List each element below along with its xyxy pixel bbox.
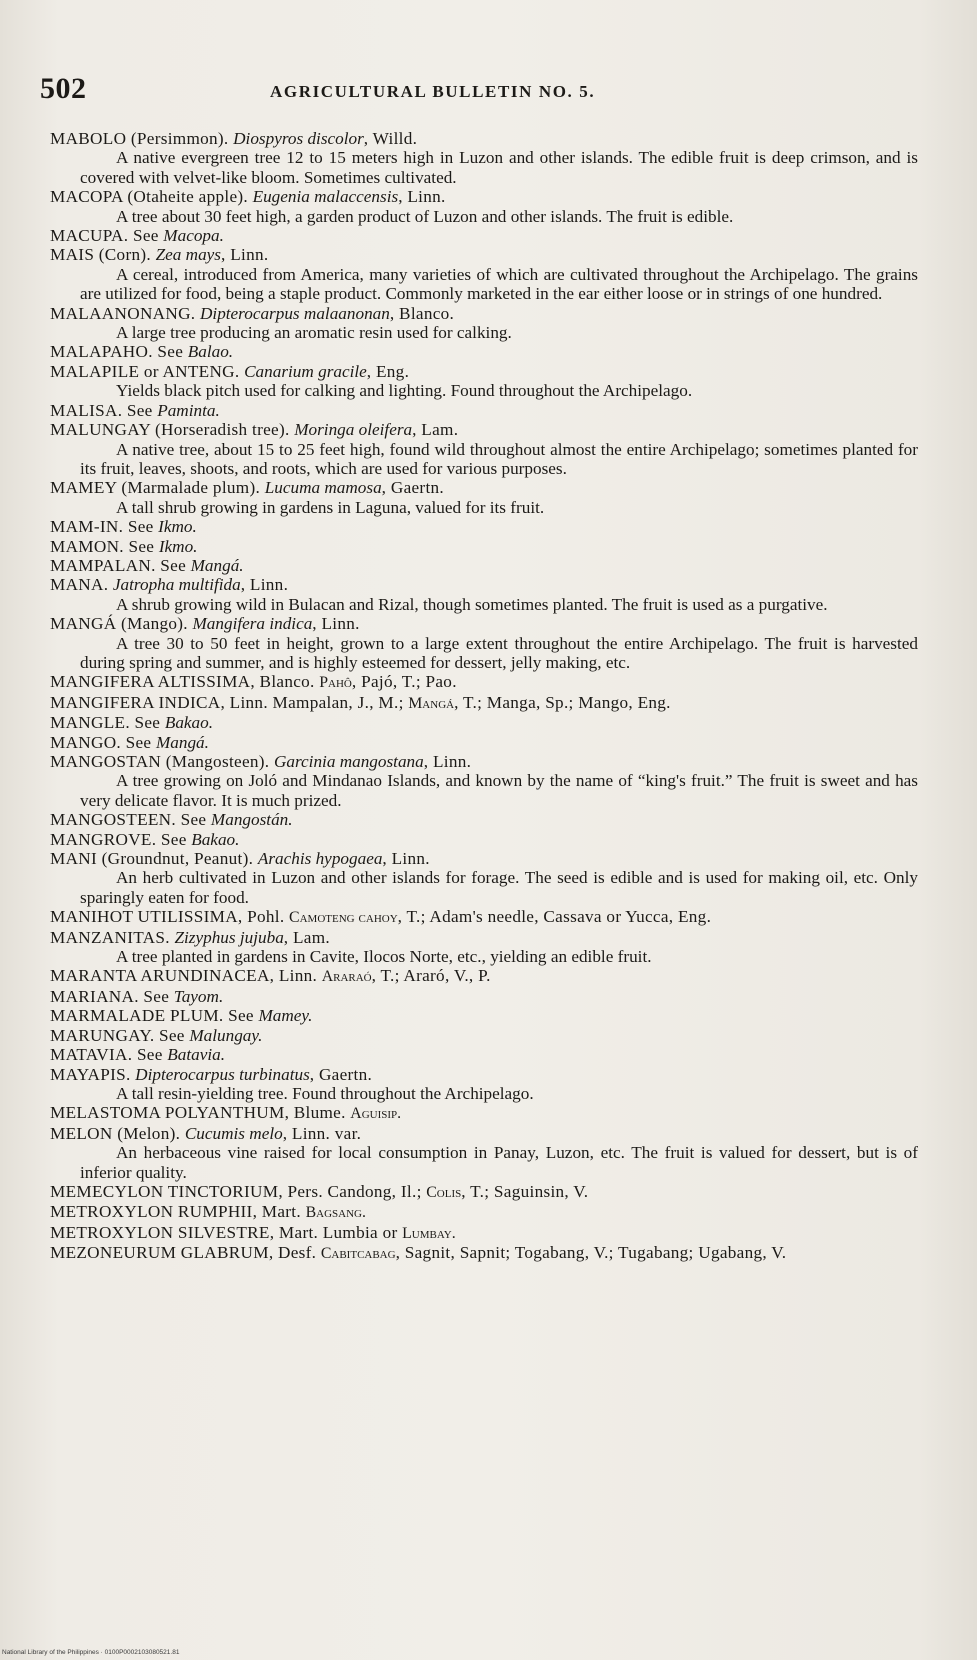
entry-text: , T.; Manga, Sp.; Mango, Eng.	[454, 692, 671, 712]
entry-text: MANGROVE. See	[50, 829, 192, 849]
entry-heading	[50, 1202, 918, 1222]
local-name: Lumbay.	[402, 1224, 456, 1242]
scientific-name: Zea mays	[155, 245, 221, 265]
entry-heading	[50, 1182, 918, 1202]
entry-heading	[50, 830, 918, 849]
glossary-entry	[50, 672, 918, 692]
scientific-name: Paminta.	[157, 400, 220, 420]
scientific-name: Garcinia mangostana	[273, 752, 424, 771]
entry-text: MARANTA ARUNDINACEA, Linn.	[50, 966, 322, 986]
entry-text: MALAPAHO. See	[50, 342, 188, 362]
scientific-name: Bakao.	[191, 829, 240, 849]
entry-text: MANGOSTAN (Mangosteen).	[50, 752, 274, 771]
glossary-entry	[50, 849, 918, 907]
glossary-entry	[50, 966, 918, 986]
entry-text: , Willd.	[363, 129, 418, 148]
entry-text: MANGO. See	[50, 732, 156, 752]
entry-description: A tree 30 to 50 feet in height, grown to a large extent throughout the entire Archipelago. The fruit is harvested during spring and summer, and is highly esteemed for dessert, jelly making, etc.	[80, 633, 918, 672]
entry-description: A shrub growing wild in Bulacan and Rizal, though sometimes planted. The fruit is used as a purgative.	[116, 594, 828, 614]
entry-heading	[50, 401, 918, 420]
entry-description: A tree growing on Joló and Mindanao Islands, and known by the name of “king's fruit.” The fruit is sweet and has very delicate flavor. It is much prized.	[80, 771, 918, 810]
entry-description: An herbaceous vine raised for local consumption in Panay, Luzon, etc. The fruit is valued for dessert, but is of inferior quality.	[80, 1143, 918, 1182]
page-number: 502	[40, 72, 87, 105]
glossary-entry	[50, 304, 918, 343]
entry-heading	[50, 987, 918, 1006]
entry-heading	[50, 1065, 918, 1084]
scientific-name: Mamey.	[258, 1006, 313, 1026]
library-footer: National Library of the Philippines · 0100P0002103080521.81	[2, 1649, 180, 1656]
scientific-name: Dipterocarpus turbinatus	[135, 1064, 310, 1084]
entry-heading	[50, 752, 918, 771]
entry-description: A cereal, introduced from America, many varieties of which are cultivated throughout the Archipelago. The grains are utilized for food, being a staple product. Commonly marketed in the ear either loose or in strings of one hundred.	[80, 264, 918, 304]
entry-heading	[50, 849, 918, 868]
entry-text: , T.; Araró, V., P.	[371, 966, 491, 986]
entry-text: , Eng.	[366, 361, 410, 381]
entry-text: , Linn.	[398, 187, 446, 207]
glossary-entry	[50, 733, 918, 752]
entry-heading	[50, 517, 918, 536]
scientific-name: Moringa oleifera	[294, 420, 413, 440]
entry-heading	[50, 1045, 918, 1064]
scientific-name: Cucumis melo	[184, 1123, 283, 1143]
scientific-name: Batavia.	[167, 1045, 226, 1065]
local-name: Bagsang.	[305, 1204, 366, 1222]
entry-text: MALAANONANG.	[50, 303, 200, 323]
entry-text: MALAPILE or ANTENG.	[50, 361, 245, 381]
glossary-entry	[50, 1045, 918, 1064]
glossary-entry	[50, 928, 918, 967]
entry-text: MANIHOT UTILISSIMA, Pohl.	[50, 907, 290, 927]
local-name: Pahô	[319, 674, 352, 692]
entry-text: , Lam.	[283, 927, 330, 947]
entry-text: MACOPA (Otaheite apple).	[50, 187, 253, 207]
glossary-entry	[50, 693, 918, 713]
entry-heading	[50, 187, 918, 206]
scientific-name: Macopa.	[163, 226, 224, 246]
entry-text: , Linn. var.	[282, 1123, 362, 1143]
scientific-name: Lucuma mamosa	[264, 478, 382, 498]
glossary-entry	[50, 1182, 918, 1202]
entry-heading	[50, 1124, 918, 1143]
entry-heading	[50, 478, 918, 497]
entry-description: A tall shrub growing in gardens in Laguna, valued for its fruit.	[116, 497, 545, 517]
entry-text: MANZANITAS.	[50, 927, 175, 947]
scientific-name: Mangostán.	[210, 810, 293, 830]
local-name: Cabitcabag	[320, 1245, 396, 1263]
entry-text: , Linn.	[221, 245, 269, 265]
glossary-entry	[50, 1243, 918, 1263]
entry-text: , Sagnit, Sapnit; Togabang, V.; Tugabang; Ugabang, V.	[395, 1243, 787, 1263]
scientific-name: Ikmo.	[158, 517, 197, 537]
entry-text: MAYAPIS.	[50, 1064, 136, 1084]
entry-text: MEMECYLON TINCTORIUM, Pers. Candong, Il.;	[50, 1181, 427, 1201]
entry-heading	[50, 810, 918, 829]
entry-heading	[50, 1223, 918, 1243]
entry-text: MANGIFERA INDICA, Linn. Mampalan, J., M.;	[50, 692, 409, 712]
local-name: Colis	[426, 1183, 462, 1201]
glossary-entry	[50, 401, 918, 420]
entry-heading	[50, 614, 918, 633]
entry-description: Yields black pitch used for calking and lighting. Found throughout the Archipelago.	[116, 381, 693, 401]
entry-heading	[50, 693, 918, 713]
entry-description: A tree about 30 feet high, a garden product of Luzon and other islands. The fruit is edible.	[116, 206, 734, 226]
entry-text: MAMEY (Marmalade plum).	[50, 478, 265, 498]
scientific-name: Malungay.	[189, 1025, 263, 1045]
entry-heading	[50, 342, 918, 361]
entry-description: A native tree, about 15 to 25 feet high, found wild throughout almost the entire Archipelago; sometimes planted for its fruit, leaves, shoots, and roots, which are used for various purposes.	[80, 439, 918, 478]
entry-text: MANI (Groundnut, Peanut).	[50, 849, 258, 869]
entry-text: , Gaertn.	[309, 1064, 373, 1084]
entry-text: MARUNGAY. See	[50, 1025, 190, 1045]
scientific-name: Zizyphus jujuba	[174, 927, 284, 947]
glossary-entry	[50, 245, 918, 303]
entry-heading	[50, 226, 918, 245]
entry-text: , Lam.	[412, 420, 459, 440]
entry-heading	[50, 1243, 918, 1263]
glossary-entry	[50, 1223, 918, 1243]
scientific-name: Eugenia malaccensis	[252, 187, 399, 207]
entry-heading	[50, 733, 918, 752]
glossary-entry	[50, 342, 918, 361]
entry-heading	[50, 362, 918, 381]
entry-text: MAM-IN. See	[50, 517, 159, 537]
entry-text: MATAVIA. See	[50, 1045, 168, 1065]
entry-text: MANA.	[50, 575, 113, 595]
glossary-entry	[50, 362, 918, 401]
entry-text: MANGÁ (Mango).	[50, 614, 193, 634]
scientific-name: Ikmo.	[158, 536, 198, 556]
entry-heading	[50, 672, 918, 692]
local-name: Mangá	[408, 694, 455, 712]
entry-text: MARIANA. See	[50, 986, 174, 1006]
entry-heading	[50, 129, 918, 148]
glossary-entry	[50, 420, 918, 478]
scientific-name: Arachis hypogaea	[257, 849, 383, 869]
entry-text: , Linn.	[312, 614, 360, 634]
entry-text: MAMON. See	[50, 536, 159, 556]
scientific-name: Bakao.	[164, 713, 214, 733]
entry-heading	[50, 907, 918, 927]
entry-text: MAIS (Corn).	[50, 245, 156, 265]
entry-heading	[50, 537, 918, 556]
glossary-entry	[50, 614, 918, 672]
glossary-entry	[50, 830, 918, 849]
entry-text: MANGIFERA ALTISSIMA, Blanco.	[50, 672, 320, 692]
entry-text: MARMALADE PLUM. See	[50, 1006, 259, 1026]
glossary-entry	[50, 478, 918, 517]
glossary-entry	[50, 907, 918, 927]
local-name: Camoteng cahoy	[289, 909, 398, 927]
entry-heading	[50, 1103, 918, 1123]
glossary-entry	[50, 810, 918, 829]
scientific-name: Jatropha multifida	[112, 575, 241, 595]
entry-text: METROXYLON RUMPHII, Mart.	[50, 1202, 306, 1222]
running-head: AGRICULTURAL BULLETIN NO. 5.	[270, 82, 596, 101]
glossary-entry	[50, 575, 918, 614]
entry-heading	[50, 245, 918, 264]
entry-text: , Linn.	[423, 752, 472, 771]
glossary-entry	[50, 537, 918, 556]
entry-text: MALUNGAY (Horseradish tree).	[50, 420, 295, 440]
glossary-entry	[50, 1006, 918, 1025]
entry-heading	[50, 928, 918, 947]
entry-text: MANGLE. See	[50, 713, 165, 733]
entry-text: METROXYLON SILVESTRE, Mart. Lumbia or	[50, 1222, 403, 1242]
entry-text: MABOLO (Persimmon).	[50, 129, 234, 148]
entry-heading	[50, 420, 918, 439]
entry-text: , Pajó, T.; Pao.	[351, 672, 457, 692]
entry-description: A tall resin-yielding tree. Found throughout the Archipelago.	[116, 1083, 534, 1103]
entry-text: MALISA. See	[50, 400, 158, 420]
glossary-entry	[50, 1026, 918, 1045]
glossary-entry	[50, 556, 918, 575]
glossary-entry	[50, 226, 918, 245]
entry-description: A native evergreen tree 12 to 15 meters high in Luzon and other islands. The edible fruit is deep crimson, and is covered with velvet-like bloom. Sometimes cultivated.	[80, 148, 918, 187]
glossary-entry	[50, 987, 918, 1006]
entry-description: A large tree producing an aromatic resin used for calking.	[116, 323, 512, 343]
entry-description: A tree planted in gardens in Cavite, Ilocos Norte, etc., yielding an edible fruit.	[116, 947, 652, 967]
page-header	[40, 72, 940, 112]
entry-heading	[50, 1026, 918, 1045]
scientific-name: Diospyros discolor	[233, 129, 364, 148]
entry-text: , Linn.	[240, 575, 289, 595]
entry-text: , Blanco.	[389, 303, 455, 323]
scientific-name: Canarium gracile	[244, 361, 367, 381]
entry-text: , Gaertn.	[381, 478, 445, 498]
glossary-entry	[50, 1202, 918, 1222]
glossary-entry	[50, 752, 918, 810]
entry-text: MAMPALAN. See	[50, 555, 191, 575]
glossary-entry	[50, 1065, 918, 1104]
entry-text: MELON (Melon).	[50, 1123, 185, 1143]
glossary-entry	[50, 517, 918, 536]
entry-text: MELASTOMA POLYANTHUM, Blume.	[50, 1103, 351, 1123]
entry-text: , Linn.	[382, 849, 430, 869]
glossary-entry	[50, 713, 918, 732]
glossary-entry	[50, 1124, 918, 1182]
entry-heading	[50, 1006, 918, 1025]
scientific-name: Mangifera indica	[192, 614, 313, 634]
entry-heading	[50, 966, 918, 986]
entry-heading	[50, 304, 918, 323]
glossary-entry	[50, 1103, 918, 1123]
glossary-entry	[50, 129, 918, 187]
glossary-entries	[50, 129, 918, 1264]
entry-heading	[50, 556, 918, 575]
entry-text: , T.; Adam's needle, Cassava or Yucca, Eng.	[397, 907, 712, 927]
scientific-name: Tayom.	[173, 986, 224, 1006]
entry-text: MEZONEURUM GLABRUM, Desf.	[50, 1243, 321, 1263]
scientific-name: Mangá.	[190, 555, 244, 575]
glossary-entry	[50, 187, 918, 226]
scientific-name: Mangá.	[155, 732, 209, 752]
entry-text: MACUPA. See	[50, 226, 164, 246]
scientific-name: Balao.	[187, 342, 234, 362]
entry-heading	[50, 575, 918, 594]
entry-text: , T.; Saguinsin, V.	[461, 1181, 589, 1201]
local-name: Aguisip.	[350, 1105, 402, 1123]
entry-heading	[50, 713, 918, 732]
scientific-name: Dipterocarpus malaanonan	[200, 303, 390, 323]
entry-description: An herb cultivated in Luzon and other islands for forage. The seed is edible and is used for making oil, etc. Only sparingly eaten for food.	[80, 868, 918, 907]
entry-text: MANGOSTEEN. See	[50, 810, 211, 830]
local-name: Araraó	[321, 968, 372, 986]
